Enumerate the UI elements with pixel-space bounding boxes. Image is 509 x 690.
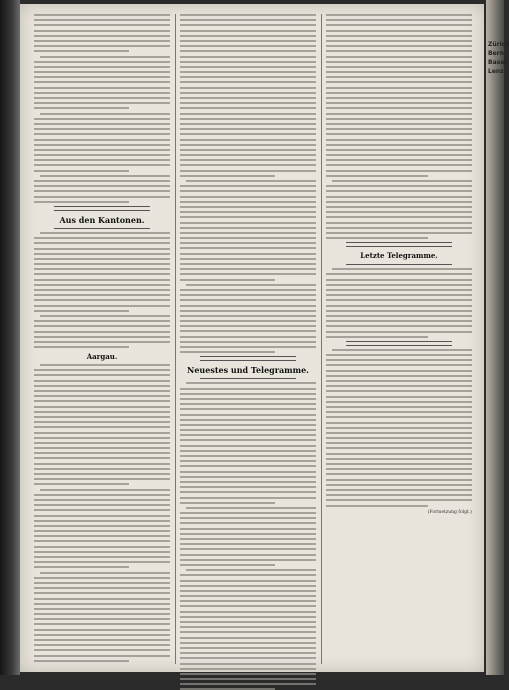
newspaper-page: [20, 4, 484, 672]
continuation-note: (Fortsetzung folgt.): [427, 509, 472, 515]
section-separator: [346, 264, 452, 265]
section-separator: [346, 341, 452, 346]
text-block: [326, 268, 472, 337]
adjacent-page-text: Zürich Bern Basel Lenz: [488, 41, 509, 75]
text-block: [34, 14, 170, 203]
column-rule: [175, 14, 176, 664]
text-block: [180, 382, 316, 690]
text-block: [34, 364, 170, 662]
section-separator: [54, 228, 150, 229]
telegram-heading: Letzte Telegramme.: [360, 251, 438, 261]
section-separator: [200, 356, 296, 361]
section-separator: [346, 242, 452, 247]
column-1: [34, 14, 170, 664]
feuilleton-block: [326, 349, 472, 507]
news-heading: Neuestes und Telegramme.: [187, 365, 309, 376]
text-block: [326, 14, 472, 239]
section-heading: Aus den Kantonen.: [59, 214, 145, 225]
aargau-heading: Aargau.: [86, 352, 118, 362]
column-2: [180, 14, 316, 664]
column-3: [326, 14, 472, 664]
column-rule: [321, 14, 322, 664]
section-separator: [200, 378, 296, 379]
scan-binding-shadow: [0, 0, 20, 675]
text-block: [34, 232, 170, 348]
section-separator: [54, 206, 150, 211]
text-block: [180, 14, 316, 353]
